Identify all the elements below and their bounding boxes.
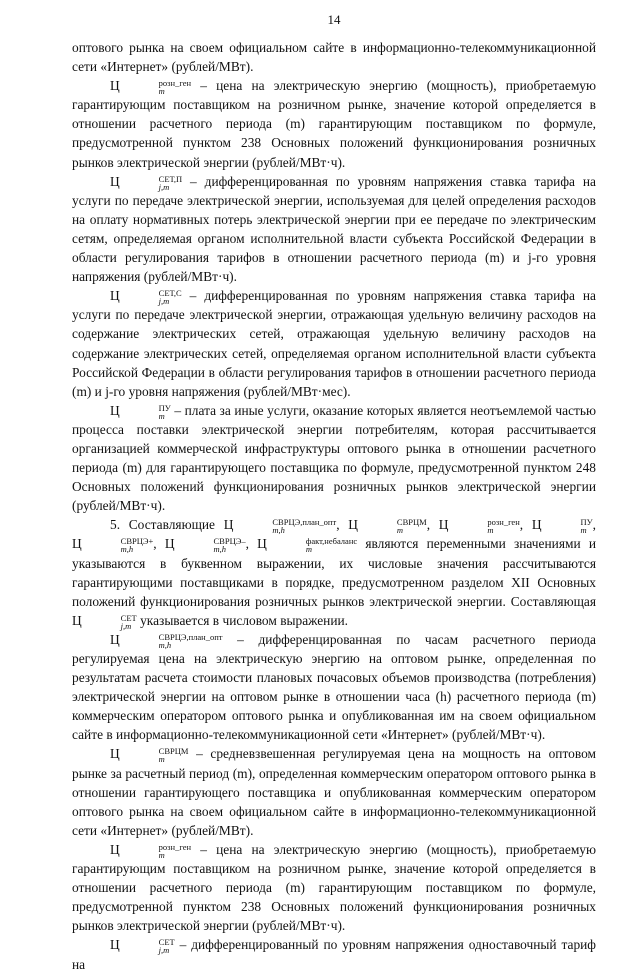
symbol-indices (121, 404, 171, 420)
symbol-base: Ц (438, 517, 449, 533)
symbol-indices (83, 614, 137, 630)
symbol-superscript: ПУ (580, 517, 593, 528)
formula-symbol (257, 536, 358, 555)
symbol-superscript: СВРЦМ (396, 517, 427, 528)
paragraph (72, 38, 596, 76)
paragraph-text: оптового рынка на своем официальном сайте в информационно-телекоммуникационной сети «Интернет» (рублей/МВт). (72, 40, 596, 75)
paragraph (72, 744, 596, 839)
paragraph-text: указывается в числовом выражении. (136, 612, 349, 628)
symbol-superscript: факт,небаланс (305, 536, 358, 547)
symbol-base: Ц (110, 746, 120, 762)
symbol-indices (121, 175, 182, 191)
formula-symbol (72, 612, 137, 631)
symbol-base: Ц (110, 402, 120, 418)
paragraph-text: – дифференцированная по часам расчетного периода регулируемая цена на электрическую энергию на оптовом рынке, определенная по результатам расчета стоимости плановых почасовых объемов производства (потребления) электрической энергии на оптовом рынке в отношении часа (h) расчетного периода (m) коммерческим оператором оптового рынка и опубликованная им на своем официальном сайте в информационно-телекоммуникационной сети «Интернет» (рублей/МВт·ч). (72, 631, 596, 743)
symbol-subscript: j,m (120, 620, 132, 631)
paragraph-text: 5. Составляющие (110, 517, 224, 533)
paragraph-text: , (153, 536, 165, 552)
symbol-base: Ц (164, 536, 175, 552)
symbol-indices (176, 537, 246, 553)
formula-symbol (110, 78, 192, 97)
paragraph-text: – цена на электрическую энергию (мощность), приобретаемую гарантирующим поставщиком на розничном рынке, значение которой определяется в отношении расчетного периода (m) гарантирующим поставщиком по формуле, предусмотренной пунктом 238 Основных положений функционирования розничных рынков электрической энергии (рублей/МВт·ч). (72, 841, 596, 934)
symbol-indices (121, 79, 191, 95)
symbol-indices (121, 747, 189, 763)
symbol-indices (83, 537, 154, 553)
symbol-base: Ц (72, 536, 82, 552)
paragraph (72, 935, 596, 973)
paragraph-text: – средневзвешенная регулируемая цена на мощность на оптовом рынке за расчетный период (m), определенная коммерческим оператором оптового рынка в отношении гарантирующего поставщика и опубликованная коммерческим оператором оптового рынка на своем официальном сайте в информационно-телекоммуникационной сети «Интернет» (рублей/МВт). (72, 746, 596, 838)
paragraph-text: , (592, 517, 597, 533)
symbol-base: Ц (72, 612, 82, 628)
symbol-subscript: m (305, 544, 312, 555)
symbol-superscript: СВРЦЭ,план_опт (272, 517, 337, 528)
symbol-indices (121, 938, 175, 954)
paragraph-text: , (245, 536, 258, 552)
paragraph (72, 515, 596, 630)
symbol-superscript: СВРЦЭ+ (120, 536, 154, 547)
page-number: 14 (327, 12, 341, 27)
formula-symbol (110, 173, 183, 192)
paragraph-text: – дифференцированный по уровням напряжения одноставочный тариф на (72, 937, 596, 972)
symbol-indices (268, 537, 357, 553)
symbol-subscript: m (487, 525, 494, 536)
formula-symbol (110, 841, 192, 860)
symbol-base: Ц (257, 536, 267, 552)
symbol-subscript: j,m (158, 296, 170, 307)
symbol-superscript: СВРЦЭ– (213, 536, 246, 547)
symbol-superscript: розн_ген (158, 841, 192, 852)
paragraph (72, 172, 596, 287)
symbol-indices (542, 518, 592, 534)
symbol-subscript: m,h (158, 639, 172, 650)
formula-symbol (110, 937, 175, 956)
formula-symbol (348, 517, 427, 536)
symbol-indices (121, 633, 223, 649)
symbol-superscript: розн_ген (487, 517, 520, 528)
formula-symbol (438, 517, 520, 536)
symbol-subscript: m (158, 410, 165, 421)
symbol-superscript: СЕТ,С (158, 288, 182, 299)
paragraph (72, 76, 596, 171)
paragraph-text: являются переменными значениями и указываются в буквенном выражении, их числовые значения рассчитываются гарантирующими поставщиками в порядке, предусмотренном разделом XII Основных положений функционирования розничных рынков электрической энергии. Составляющая (72, 536, 596, 609)
symbol-subscript: m,h (213, 544, 227, 555)
symbol-base: Ц (110, 631, 120, 647)
formula-symbol (110, 746, 189, 765)
symbol-subscript: m (580, 525, 587, 536)
formula-symbol (110, 631, 223, 650)
paragraph-text: , (426, 517, 439, 533)
symbol-base: Ц (223, 517, 234, 533)
symbol-superscript: СЕТ,П (158, 173, 183, 184)
body-text (72, 38, 596, 974)
paragraph (72, 286, 596, 401)
symbol-subscript: j,m (158, 945, 170, 956)
symbol-subscript: m (396, 525, 404, 536)
symbol-superscript: СЕТ (120, 612, 137, 623)
formula-symbol (72, 536, 154, 555)
paragraph (72, 840, 596, 935)
formula-symbol (164, 536, 246, 555)
symbol-subscript: m (158, 849, 165, 860)
paragraph-text: – цена на электрическую энергию (мощность), приобретаемую гарантирующим поставщиком на розничном рынке, значение которой определяется в отношении расчетного периода (m) гарантирующим поставщиком по формуле, предусмотренной пунктом 238 Основных положений функционирования розничных рынков электрической энергии (рублей/МВт·ч). (72, 78, 596, 170)
symbol-subscript: m (158, 754, 165, 765)
symbol-superscript: СВРЦЭ,план_опт (158, 631, 223, 642)
symbol-indices (359, 518, 427, 534)
paragraph-text: – дифференцированная по уровням напряжения ставка тарифа на услуги по передаче электрической энергии, отражающая удельную величину расходов на содержание электрических сетей, отражающая удельную величину расходов на содержание электрических сетей, определяемая органом исполнительной власти субъекта Российской Федерации в области регулирования тарифов в отношении расчетного периода (m) и j-го уровня напряжения (рублей/МВт·мес). (72, 288, 596, 399)
symbol-indices (234, 518, 336, 534)
symbol-subscript: m,h (272, 525, 285, 536)
paragraph (72, 401, 596, 516)
formula-symbol (110, 288, 182, 307)
symbol-base: Ц (531, 517, 542, 533)
symbol-superscript: ПУ (158, 402, 171, 413)
paragraph-text: , (336, 517, 349, 533)
symbol-indices (449, 518, 519, 534)
paragraph-text: – дифференцированная по уровням напряжения ставка тарифа на услуги по передаче электрической энергии, используемая для целей определения расходов на оплату нормативных потерь электрической энергии при ее передаче по электрическим сетям, определяемая органом исполнительной власти субъекта Российской Федерации в области регулирования тарифов в отношении расчетного периода (m) и j-го уровня напряжения (рублей/МВт·ч). (72, 173, 596, 285)
symbol-indices (121, 289, 182, 305)
symbol-subscript: m (158, 86, 165, 97)
symbol-base: Ц (110, 841, 120, 857)
symbol-superscript: СВРЦМ (158, 746, 189, 757)
symbol-indices (121, 843, 191, 859)
formula-symbol (531, 517, 593, 536)
formula-symbol (223, 517, 337, 536)
symbol-base: Ц (110, 937, 120, 953)
paragraph-text: , (519, 517, 532, 533)
symbol-base: Ц (348, 517, 358, 533)
symbol-base: Ц (110, 173, 120, 189)
paragraph (72, 630, 596, 745)
symbol-superscript: розн_ген (158, 78, 192, 89)
symbol-base: Ц (110, 78, 120, 94)
paragraph-text: – плата за иные услуги, оказание которых является неотъемлемой частью процесса поставки электрической энергии потребителям, которая рассчитывается организацией коммерческой инфраструктуры оптового рынка в отношении расчетного периода (m) для гарантирующего поставщика по формуле, предусмотренной пунктом 248 Основных положений функционирования розничных рынков электрической энергии (рублей/МВт·ч). (72, 402, 596, 514)
symbol-subscript: j,m (158, 181, 170, 192)
formula-symbol (110, 402, 171, 421)
symbol-superscript: СЕТ (158, 937, 175, 948)
symbol-subscript: m,h (120, 544, 134, 555)
symbol-base: Ц (110, 288, 120, 304)
